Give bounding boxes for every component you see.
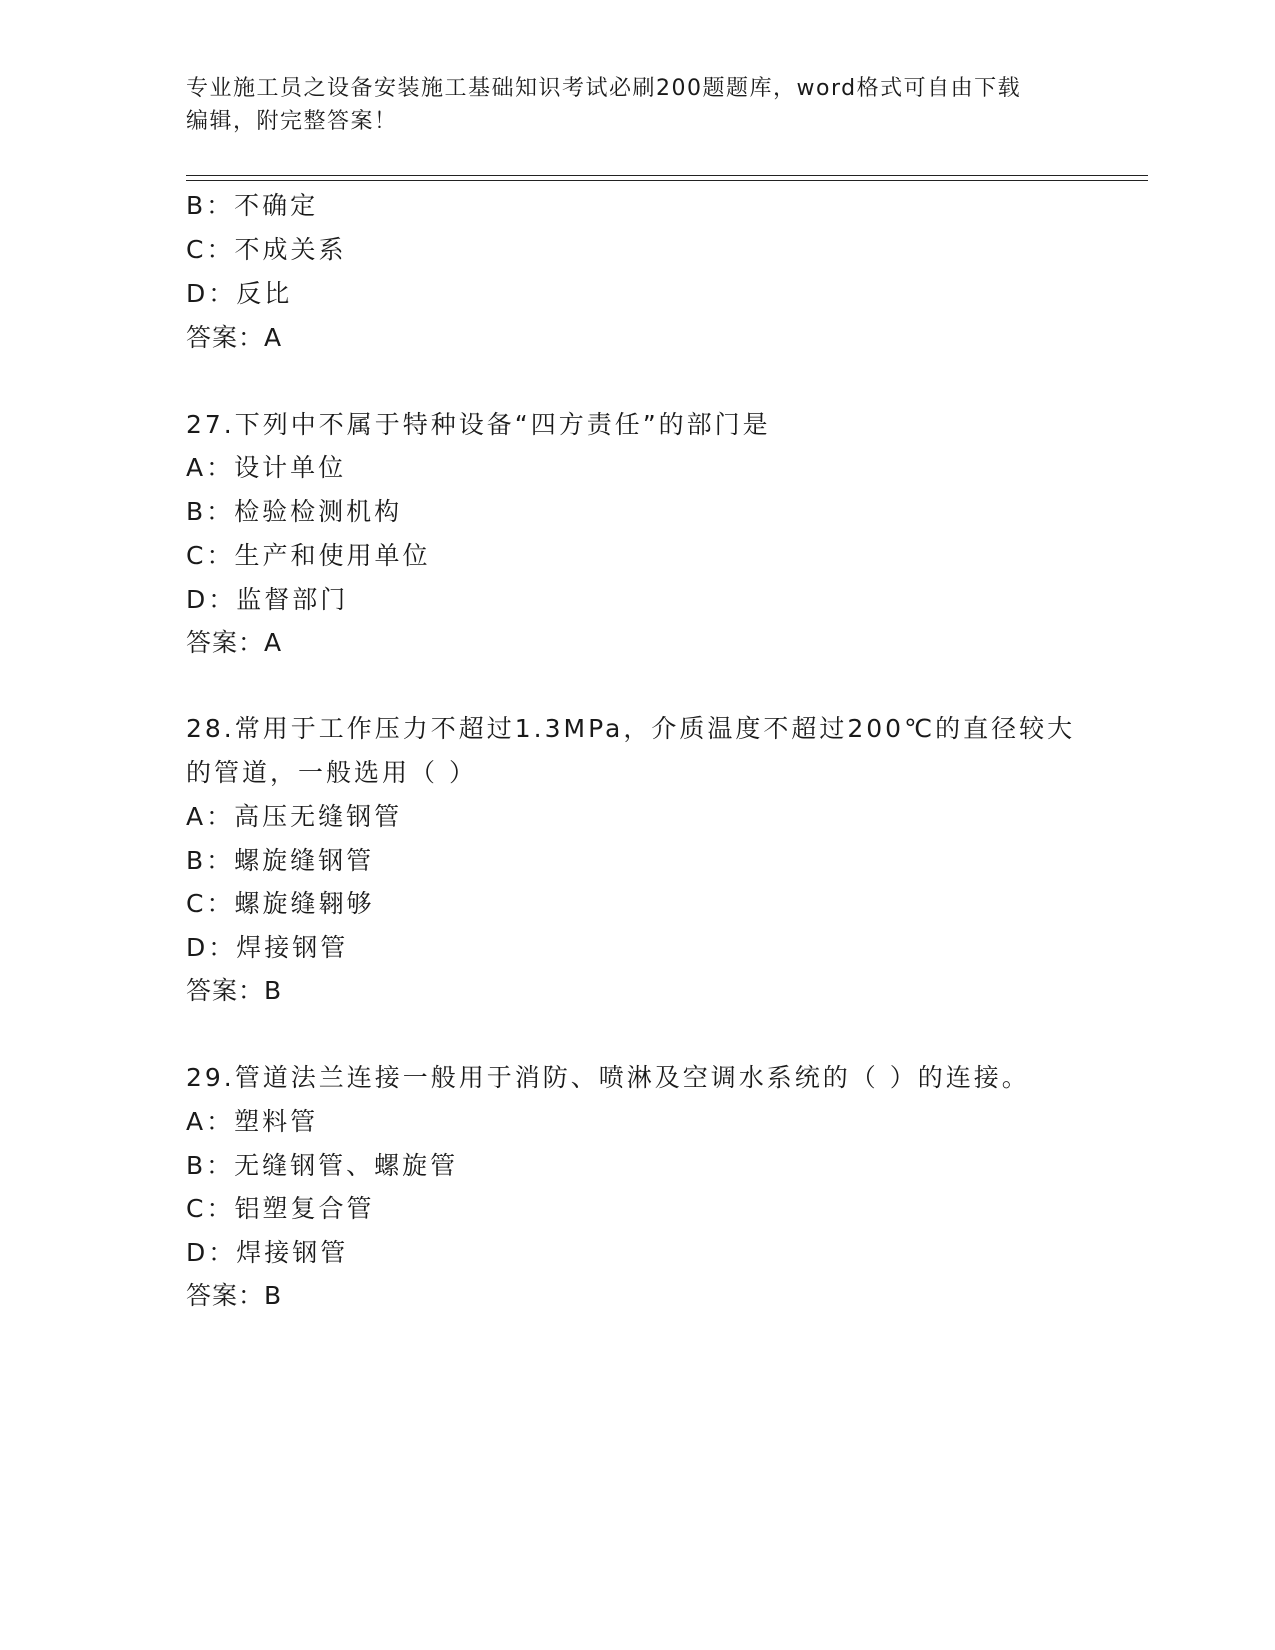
q28-answer: 答案：B [186, 976, 283, 1005]
q27-answer: 答案：A [186, 628, 283, 657]
q29-option-c: C：铝塑复合管 [186, 1194, 375, 1223]
q28-option-c: C：螺旋缝翱够 [186, 889, 375, 918]
q27-option-a: A：设计单位 [186, 453, 347, 482]
q27-option-c: C：生产和使用单位 [186, 541, 431, 570]
q28-option-d: D：焊接钢管 [186, 933, 349, 962]
header-title-line-1: 专业施工员之设备安装施工基础知识考试必刷200题题库，word格式可自由下载 [186, 76, 1022, 101]
header-title-line-2: 编辑，附完整答案！ [186, 109, 398, 134]
q27-option-b: B：检验检测机构 [186, 497, 403, 526]
q29-option-b: B：无缝钢管、螺旋管 [186, 1151, 459, 1180]
q28-question-line-2: 的管道，一般选用（ ） [186, 758, 477, 787]
header-divider-bottom [186, 180, 1148, 181]
q28-question-line-1: 28.常用于工作压力不超过1.3MPa，介质温度不超过200℃的直径较大 [186, 714, 1076, 743]
q26-option-c: C：不成关系 [186, 235, 347, 264]
q27-question: 27.下列中不属于特种设备“四方责任”的部门是 [186, 410, 771, 439]
q29-option-d: D：焊接钢管 [186, 1238, 349, 1267]
q27-option-d: D：监督部门 [186, 585, 349, 614]
document-header [186, 72, 1086, 138]
q29-answer: 答案：B [186, 1281, 283, 1310]
q28-option-a: A：高压无缝钢管 [186, 802, 403, 831]
q29-option-a: A：塑料管 [186, 1107, 319, 1136]
q29-question: 29.管道法兰连接一般用于消防、喷淋及空调水系统的（ ）的连接。 [186, 1063, 1030, 1092]
q26-option-b: B：不确定 [186, 191, 319, 220]
q26-option-d: D：反比 [186, 279, 293, 308]
q26-answer: 答案：A [186, 323, 283, 352]
q28-option-b: B：螺旋缝钢管 [186, 846, 375, 875]
header-divider-top [186, 175, 1148, 176]
